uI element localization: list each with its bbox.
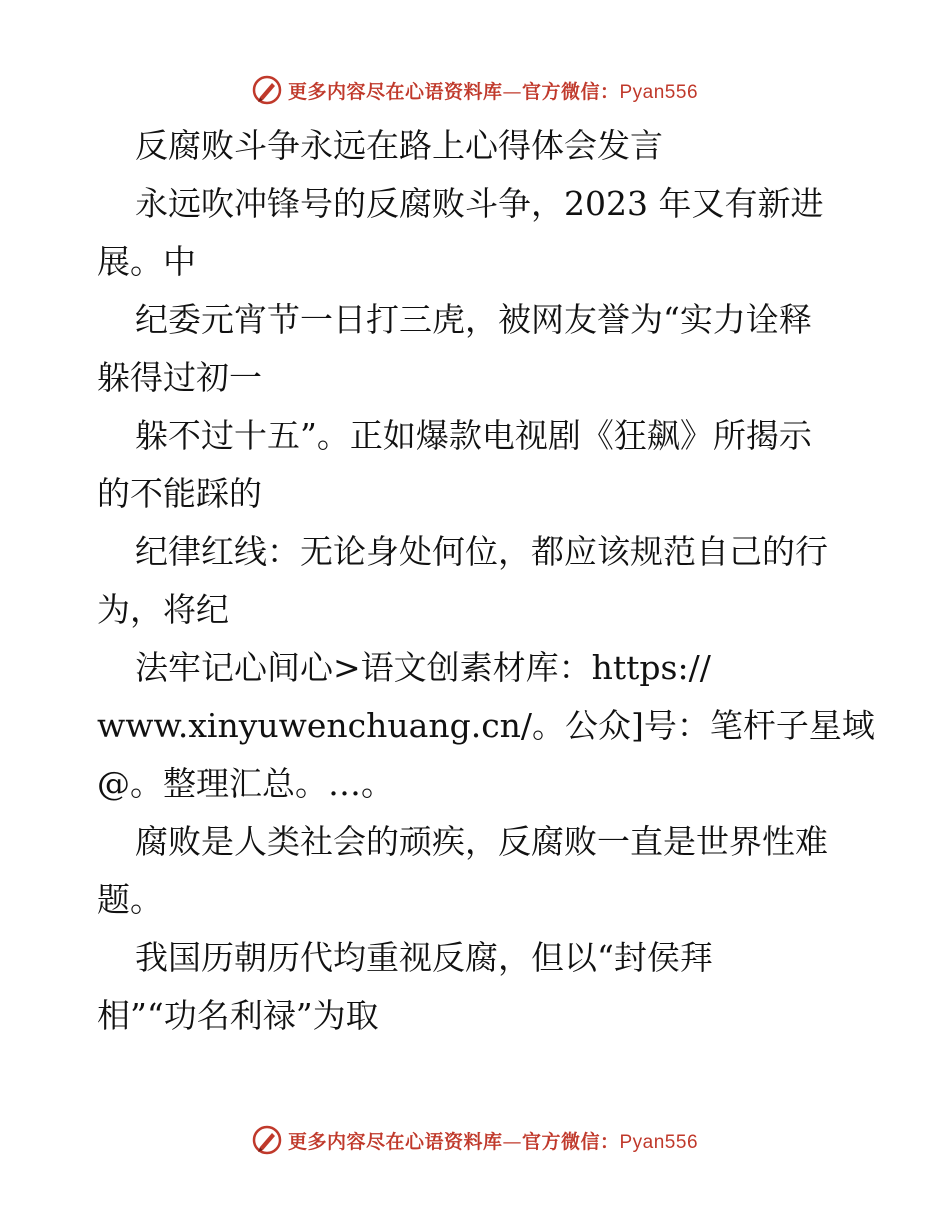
document-title: 反腐败斗争永远在路上心得体会发言: [135, 126, 663, 165]
pen-logo-icon: [252, 75, 282, 105]
paragraph-line: @。整理汇总。…。: [97, 764, 394, 803]
paragraph-line: 纪律红线：无论身处何位，都应该规范自己的行: [135, 532, 828, 571]
paragraph-line: 展。中: [97, 242, 196, 281]
banner-wechat-label: 官方微信：: [521, 80, 620, 103]
paragraph-line: www.xinyuwenchuang.cn/。公众]号：笔杆子星域: [97, 706, 875, 745]
header-banner: [0, 70, 950, 110]
paragraph-line: 躲得过初一: [97, 358, 262, 397]
paragraph-line: 永远吹冲锋号的反腐败斗争，2023 年又有新进: [135, 184, 824, 223]
banner-wechat-id: Pyan556: [619, 81, 699, 103]
paragraph-line: 腐败是人类社会的顽疾，反腐败一直是世界性难: [135, 822, 828, 861]
paragraph-line: 相”“功名利禄”为取: [97, 996, 379, 1035]
banner-dash: —: [502, 1130, 522, 1153]
banner-dash: —: [502, 80, 522, 103]
banner-title: 更多内容尽在心语资料库: [287, 80, 503, 103]
banner-wechat-id: Pyan556: [619, 1131, 699, 1153]
footer-banner: [0, 1120, 950, 1160]
banner-text: [288, 77, 698, 104]
paragraph-line: 法牢记心间心>语文创素材库：https://: [135, 648, 711, 687]
banner-text: [288, 1127, 698, 1154]
pen-logo-icon: [252, 1125, 282, 1155]
banner-title: 更多内容尽在心语资料库: [287, 1130, 503, 1153]
paragraph-line: 我国历朝历代均重视反腐，但以“封侯拜: [135, 938, 713, 977]
banner-wechat-label: 官方微信：: [521, 1130, 620, 1153]
paragraph-line: 的不能踩的: [97, 474, 262, 513]
paragraph-line: 躲不过十五”。正如爆款电视剧《狂飙》所揭示: [135, 416, 812, 455]
paragraph-line: 题。: [97, 880, 163, 919]
paragraph-line: 纪委元宵节一日打三虎，被网友誉为“实力诠释: [135, 300, 812, 339]
paragraph-line: 为，将纪: [97, 590, 229, 629]
